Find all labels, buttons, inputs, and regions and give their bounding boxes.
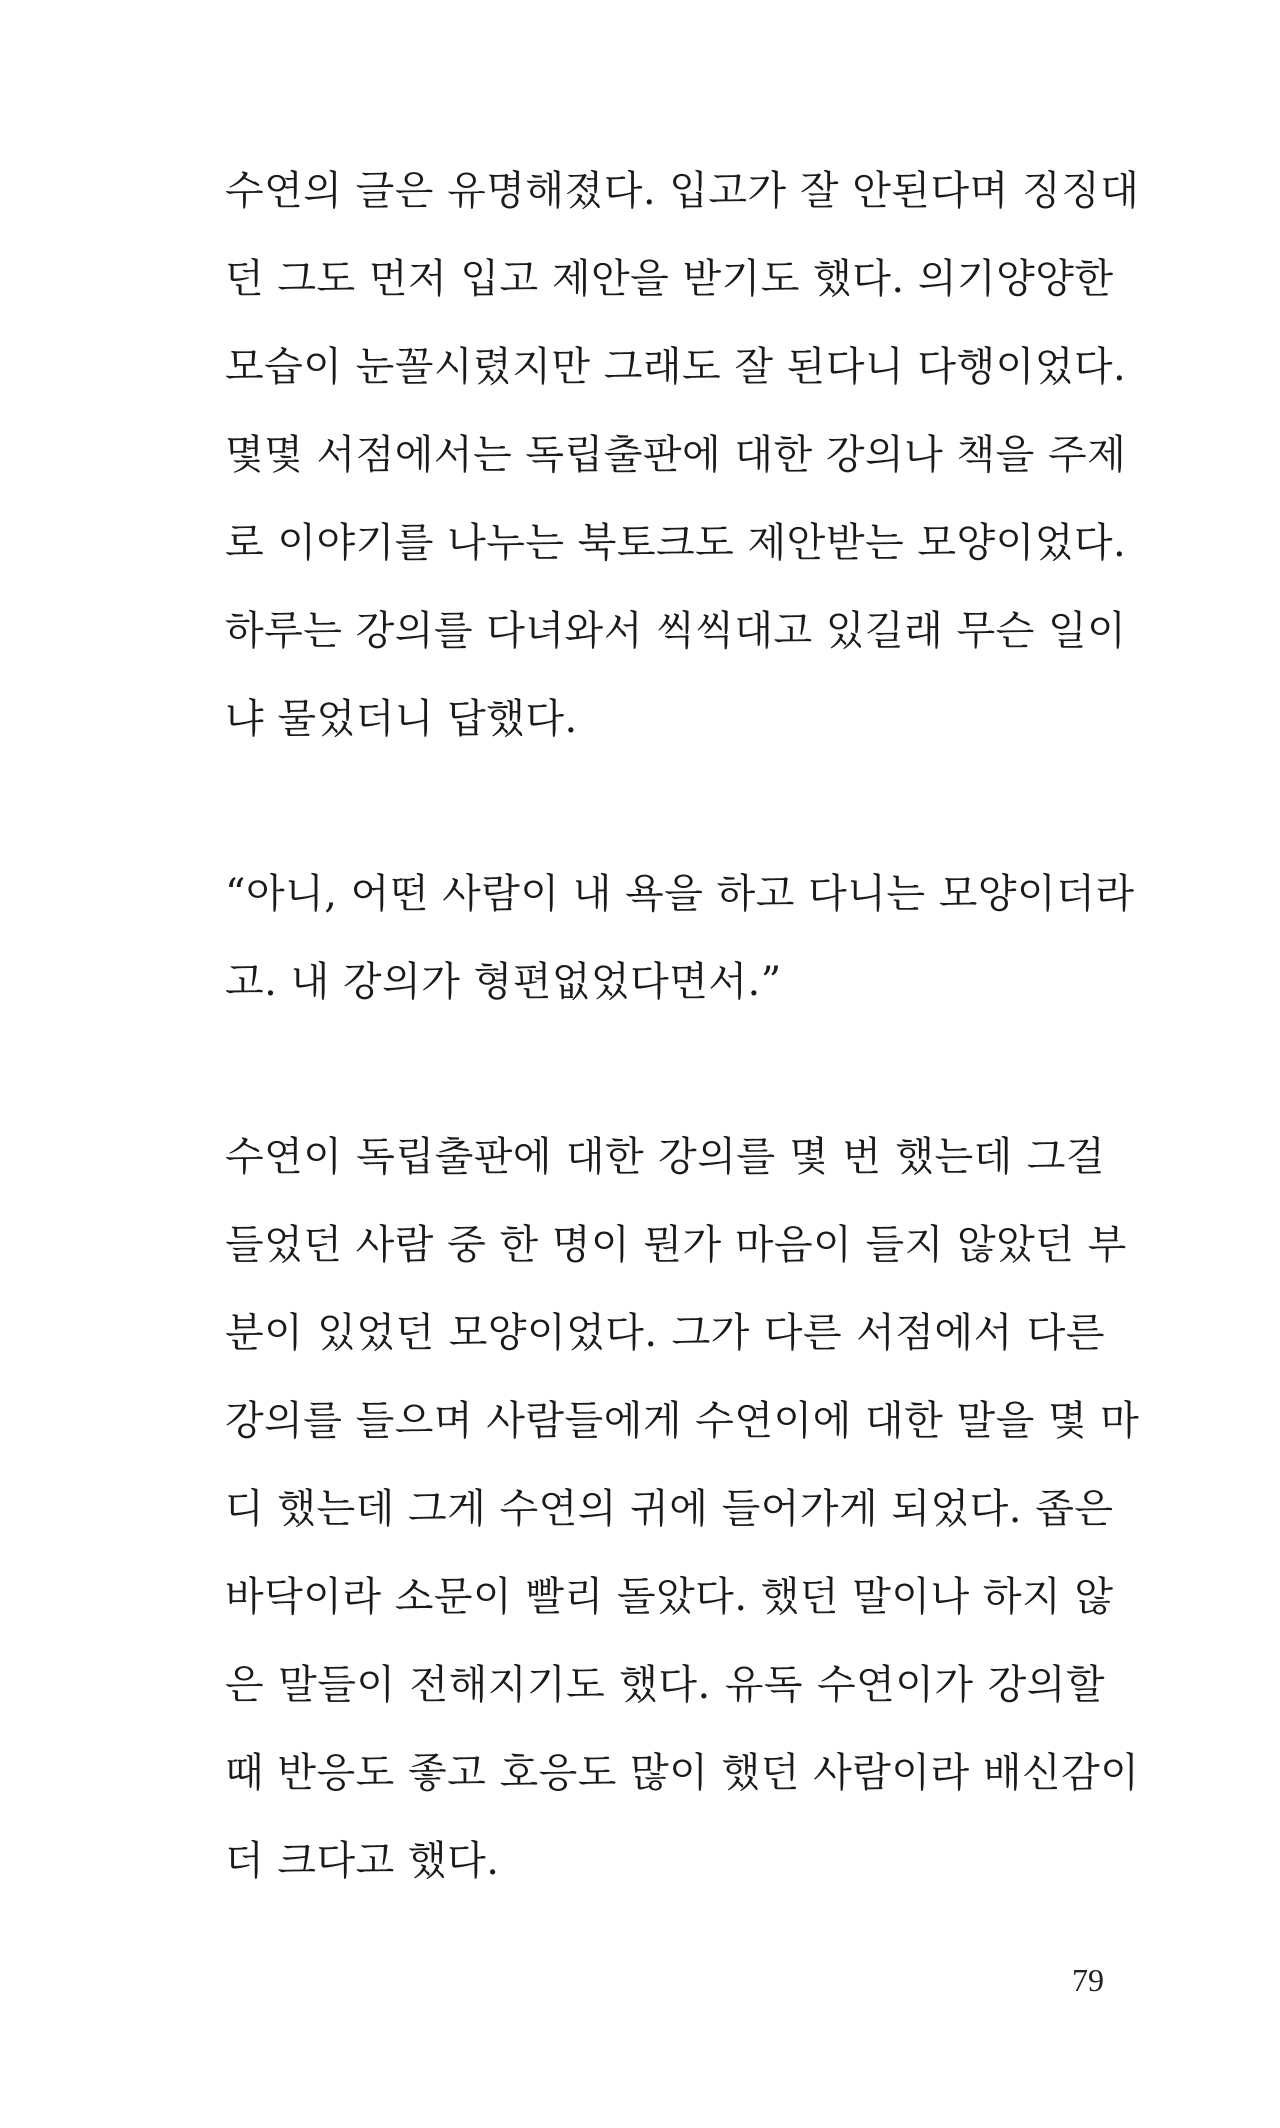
text-line: 강의를 들으며 사람들에게 수연이에 대한 말을 몇 마 — [225, 1398, 1140, 1444]
text-line: 더 크다고 했다. — [225, 1838, 500, 1884]
text-line: 때 반응도 좋고 호응도 많이 했던 사람이라 배신감이 — [225, 1750, 1140, 1796]
text-line: 하루는 강의를 다녀와서 씩씩대고 있길래 무슨 일이 — [225, 608, 1127, 654]
text-line: 냐 물었더니 답했다. — [225, 696, 578, 742]
text-line: 디 했는데 그게 수연의 귀에 들어가게 되었다. 좁은 — [225, 1486, 1114, 1532]
text-line: 은 말들이 전해지기도 했다. 유독 수연이가 강의할 — [225, 1662, 1105, 1708]
text-line: 몇몇 서점에서는 독립출판에 대한 강의나 책을 주제 — [225, 432, 1127, 478]
paragraph-2-quote — [225, 850, 1135, 1026]
paragraph-1 — [225, 147, 1140, 763]
text-line: 바닥이라 소문이 빨리 돌았다. 했던 말이나 하지 않 — [225, 1574, 1114, 1620]
paragraph-3 — [225, 1113, 1140, 1905]
text-line: 수연이 독립출판에 대한 강의를 몇 번 했는데 그걸 — [225, 1134, 1105, 1180]
page-number: 79 — [1072, 1962, 1104, 1998]
text-line: 고. 내 강의가 형편없었다면서.” — [225, 959, 782, 1005]
text-line: 들었던 사람 중 한 명이 뭔가 마음이 들지 않았던 부 — [225, 1222, 1127, 1268]
text-line: 수연의 글은 유명해졌다. 입고가 잘 안된다며 징징대 — [225, 168, 1140, 214]
text-line: 던 그도 먼저 입고 제안을 받기도 했다. 의기양양한 — [225, 256, 1114, 302]
text-line: 로 이야기를 나누는 북토크도 제안받는 모양이었다. — [225, 520, 1127, 566]
text-line: “아니, 어떤 사람이 내 욕을 하고 다니는 모양이더라 — [225, 871, 1135, 917]
text-line: 분이 있었던 모양이었다. 그가 다른 서점에서 다른 — [225, 1310, 1105, 1356]
text-line: 모습이 눈꼴시렸지만 그래도 잘 된다니 다행이었다. — [225, 344, 1127, 390]
